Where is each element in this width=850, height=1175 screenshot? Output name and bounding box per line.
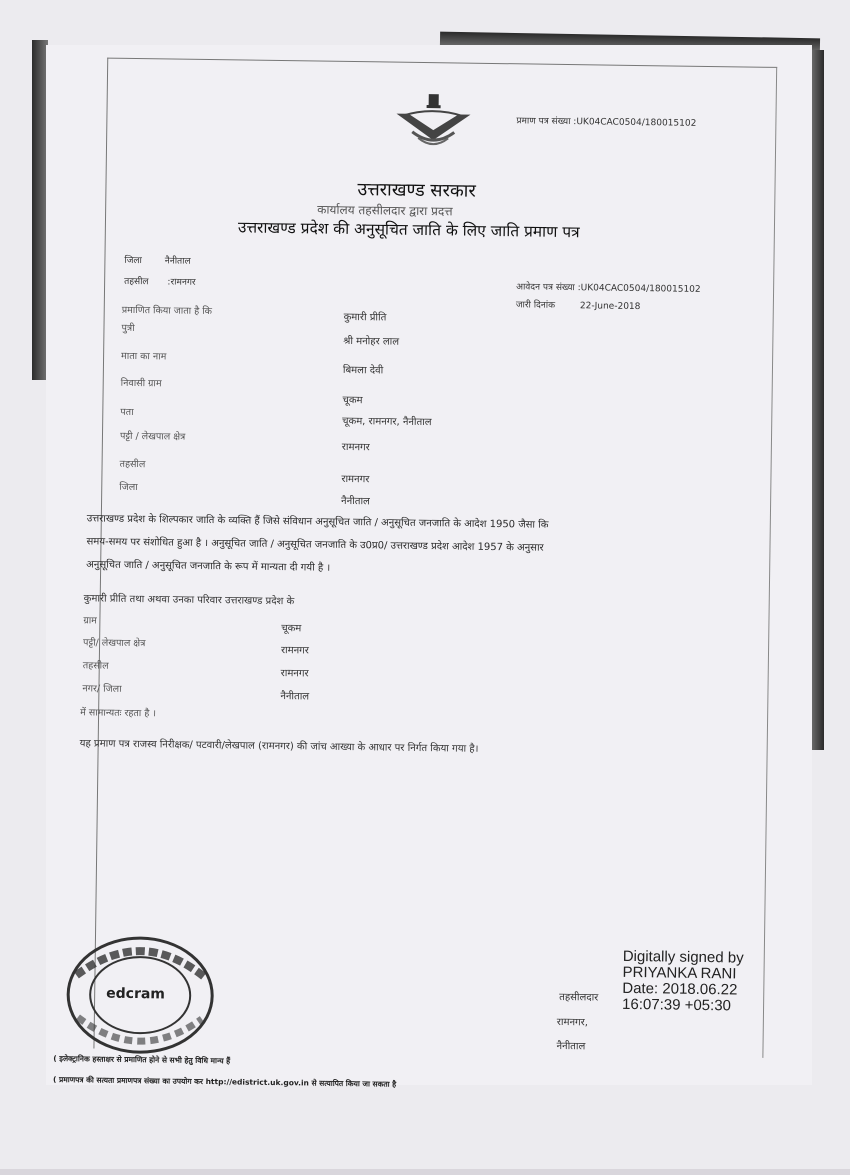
signature-date: Date: 2018.06.22 (622, 979, 738, 999)
residence-outro: में सामान्यतः रहता है । (80, 707, 157, 720)
field-mother-value: बिमला देवी (342, 364, 384, 377)
stamp-text: edcram (106, 985, 166, 1003)
tehsil-value: :रामनगर (167, 277, 196, 288)
district-label: जिला (124, 255, 142, 267)
field-village-value: चूकम (342, 394, 363, 407)
office-subtitle: कार्यालय तहसीलदार द्वारा प्रदत्त (317, 202, 453, 219)
residence-village-value: चूकम (281, 623, 302, 635)
residence-tehsil-value: रामनगर (280, 668, 309, 680)
field-certified-value: कुमारी प्रीति (343, 311, 387, 324)
residence-district-label: नगर/ जिला (82, 683, 122, 695)
signer-name: PRIYANKA RANI (622, 963, 737, 983)
residence-village-label: ग्राम (83, 615, 97, 627)
residence-tehsil-label: तहसील (82, 660, 109, 672)
issue-date-label: जारी दिनांक (515, 300, 556, 311)
govt-title: उत्तराखण्ड सरकार (357, 179, 476, 202)
field-daughter-value: श्री मनोहर लाल (343, 335, 400, 348)
footnote: ( इलेक्ट्रानिक हस्ताक्षर से प्रमाणित होने से सभी हेतु विधि मान्य हैं (53, 1053, 231, 1066)
residence-patti-value: रामनगर (280, 645, 310, 657)
field-district-label: जिला (119, 481, 138, 494)
certificate-heading: उत्तराखण्ड प्रदेश की अनुसूचित जाति के लिए जाति प्रमाण पत्र (237, 218, 580, 242)
field-certified-label: प्रमाणित किया जाता है कि (121, 304, 213, 318)
field-address-label: पता (120, 406, 134, 418)
field-tehsil-value: रामनगर (341, 473, 370, 486)
officer-district: नैनीताल (556, 1040, 586, 1053)
application-no-value: :UK04CAC0504/180015102 (577, 283, 701, 295)
district-value: नैनीताल (164, 256, 191, 267)
official-stamp (65, 935, 215, 1055)
officer-place: रामनगर, (556, 1016, 589, 1029)
field-address-value: चूकम, रामनगर, नैनीताल (342, 415, 432, 429)
cert-no-top-value: :UK04CAC0504/180015102 (573, 117, 697, 129)
field-daughter-label: पुत्री (121, 322, 135, 334)
verification-statement: यह प्रमाण पत्र राजस्व निरीक्षक/ पटवारी/लेखपाल (रामनगर) की जांच आख्या के आधार पर निर्गत किया गया है। (79, 738, 479, 755)
footnote: ( प्रमाणपत्र की सत्यता प्रमाणपत्र संख्या का उपयोग कर http://edistrict.uk.gov.in से सत्यापित किया जा सकता है (52, 1074, 397, 1089)
field-patti-label: पट्टी / लेखपाल क्षेत्र (119, 430, 186, 443)
field-mother-label: माता का नाम (121, 350, 167, 363)
signature-time: 16:07:39 +05:30 (621, 995, 732, 1015)
paragraph-line: समय-समय पर संशोधित हुआ है । अनुसूचित जाति / अनुसूचित जनजाति के उ0प्र0/ उत्तराखण्ड प्रदेश आदेश 1957 के अनुसार (86, 536, 544, 554)
application-no-label: आवेदन पत्र संख्या (516, 282, 575, 294)
signature-caption: Digitally signed by (622, 947, 744, 967)
residence-district-value: नैनीताल (280, 691, 310, 703)
field-village-label: निवासी ग्राम (120, 377, 162, 390)
cert-no-top-label: प्रमाण पत्र संख्या (516, 116, 571, 128)
field-patti-value: रामनगर (341, 441, 370, 454)
tehsil-label: तहसील (124, 276, 149, 288)
officer-title: तहसीलदार (559, 991, 599, 1004)
issue-date-value: 22-June-2018 (579, 301, 641, 313)
field-district-value: नैनीताल (341, 495, 370, 508)
field-tehsil-label: तहसील (119, 458, 146, 471)
residence-intro: कुमारी प्रीति तथा अथवा उनका परिवार उत्तराखण्ड प्रदेश के (83, 593, 295, 608)
residence-patti-label: पट्टी/ लेखपाल क्षेत्र (83, 637, 146, 650)
paragraph-line: उत्तराखण्ड प्रदेश के शिल्पकार जाति के व्यक्ति हैं जिसे संविधान अनुसूचित जाति / अनुसूचित जनजाति के आदेश 1950 जैसा कि (86, 513, 549, 531)
paragraph-line: अनुसूचित जाति / अनुसूचित जनजाति के रूप में मान्यता दी गयी है । (86, 559, 331, 574)
uttarakhand-emblem-icon (392, 92, 475, 151)
digital-signature (622, 949, 744, 1015)
